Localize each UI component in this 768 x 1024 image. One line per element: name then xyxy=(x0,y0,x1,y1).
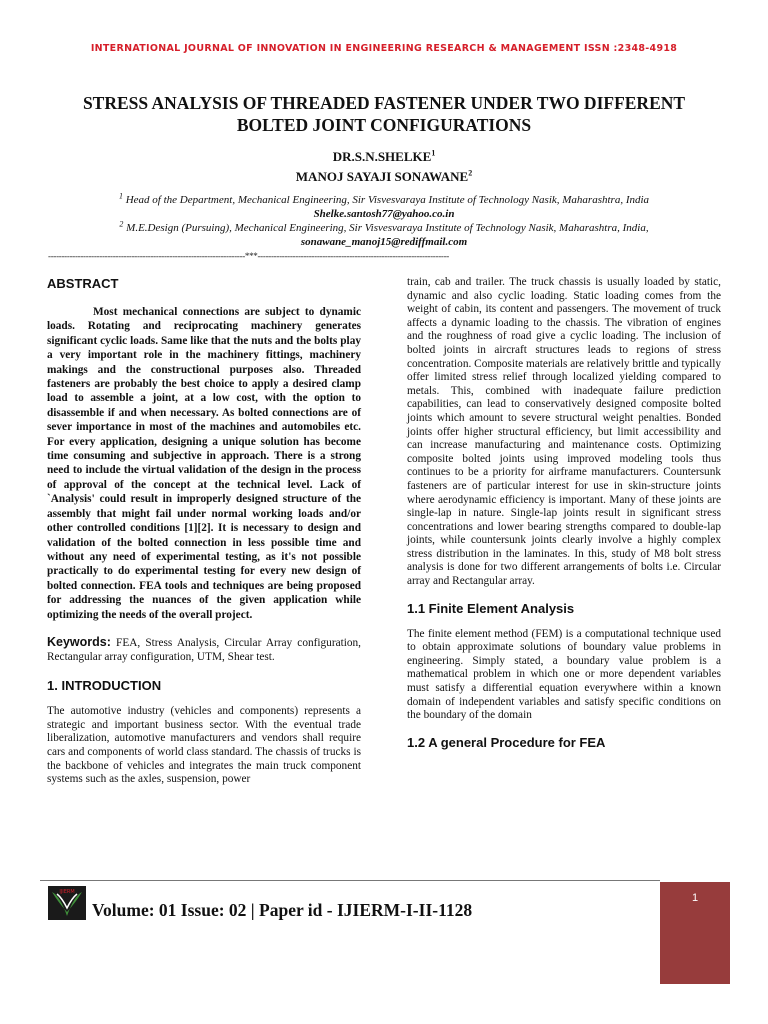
journal-logo-icon xyxy=(48,886,86,920)
procedure-heading: 1.2 A general Procedure for FEA xyxy=(407,734,606,750)
affiliation-1-sup: 1 xyxy=(118,191,123,201)
introduction-continued: train, cab and trailer. The truck chassis is usually loaded by static, dynamic and also cyclic loading. Static loading comes from the weight of cabin, its content and passengers. The movement of truck affects a dynamic loading to the chassis. The vibration of engines and the roughness of road give a cyclic loading. The inclusion of bolted joints in aircraft structures leads to regions of stress concentration. Composite materials are relatively brittle and typically offer limited stress relief through localized yielding compared to metals. This, combined with inadequate failure prediction capabilities, can lead to conservatively designed composite bolted joints which amount to severe structural weight penalties. Bonded joints offer higher structural efficiency, but limit accessibility and can increase manufacturing and maintenance costs. Optimizing composite bolted joints using improved modeling tools thus continues to be a priority for airframe manufacturers. Countersunk fasteners are of particular interest for use in skin-structure joints where aerodynamic efficiency is important. Many of these joints are single-lap in nature. Single-lap joints result in significant stress concentrations and lower bearing strengths compared to double-lap joints, while countersunk joints clearly involve a highly complex stress distribution in the laminates. In this, study of M8 bolt stress analysis is done for two different arrangements of bolts i.e. Circular array and Rectangular array. xyxy=(407,276,721,588)
logo-text: IJIERM xyxy=(59,889,75,895)
keywords-label: Keywords: xyxy=(47,634,111,649)
page-number-box xyxy=(660,882,730,984)
keywords-text: FEA, Stress Analysis, Circular Array configuration, Rectangular array configuration, UTM, Shear test. xyxy=(47,636,361,663)
email-1: Shelke.santosh77@yahoo.co.in xyxy=(313,208,455,220)
affiliation-1-text: Head of the Department, Mechanical Engineering, Sir Visvesvaraya Institute of Technology Nasik, Maharashtra, India xyxy=(125,194,650,206)
abstract-heading: ABSTRACT xyxy=(47,276,119,291)
author-2-sup: 2 xyxy=(468,168,473,178)
introduction-text: The automotive industry (vehicles and components) represents a strategic and important business sector. With the eventual trade liberalization, automotive manufacturers and vendors shall require cars and components of world class standard. The chassis of trucks is the backbone of vehicles and integrates the main truck component systems such as the axles, suspension, power xyxy=(47,705,361,786)
header-separator: -------------------------------------------------------------------------***----------------------------------------------------------------------- xyxy=(48,251,449,261)
right-column xyxy=(407,276,721,750)
fea-text: The finite element method (FEM) is a computational technique used to obtain approximate solutions of boundary value problems in engineering. Simply stated, a boundary value problem is a mathematical problem in which one or more dependent variables must satisfy a differential equation everywhere within a known domain of independent variables and satisfy specific conditions on the boundary of the domain xyxy=(407,627,721,722)
journal-header: INTERNATIONAL JOURNAL OF INNOVATION IN ENGINEERING RESEARCH & MANAGEMENT ISSN :2348-4918 xyxy=(90,43,678,54)
keywords xyxy=(47,636,361,664)
affiliation-2 xyxy=(0,219,768,235)
author-2 xyxy=(0,169,768,185)
affiliation-2-text: M.E.Design (Pursuing), Mechanical Engineering, Sir Visvesvaraya Institute of Technology Nasik, Maharashtra, India, xyxy=(126,222,649,234)
author-1-sup: 1 xyxy=(431,148,436,158)
author-2-name: MANOJ SAYAJI SONAWANE xyxy=(295,169,469,184)
footer-divider xyxy=(40,880,660,881)
abstract-text: Most mechanical connections are subject to dynamic loads. Rotating and reciprocating machinery generates significant cyclic loads. Same like that the nuts and the bolts play a very important role in the machinery fittings, machinery makings and the constructional purposes also. Threaded fasteners are probably the best choice to apply a desired clamp load to assemble a joint, at a low cost, with the option to disassemble if and when necessary. As bolted connections are of sever importance in most of the machines and automobiles etc. For every application, designing a unique solution has become time consuming and subjective in approach. There is a strong need to include the virtual validation of the design in the process of approval of the concept at the technical level. Lack of `Analysis' could result in improperly designed structure of the assembly that might fail under normal working loads and/or other controlled conditions [1][2]. It is necessary to design and validation of the bolted connection in less possible time and without any need of experimental testing, as it's not possible practically to do experimental testing for every new design of bolted connection. FEA tools and techniques are being proposed for addressing the nuances of the given application while optimizing the needs of the overall project. xyxy=(47,306,361,621)
footer-volume: Volume: 01 Issue: 02 | Paper id - IJIERM-I-II-1128 xyxy=(92,900,473,920)
paper-title: STRESS ANALYSIS OF THREADED FASTENER UNDER TWO DIFFERENT BOLTED JOINT CONFIGURATIONS xyxy=(82,93,686,135)
author-1-name: DR.S.N.SHELKE xyxy=(332,149,432,164)
affiliation-1 xyxy=(0,191,768,207)
email-2: sonawane_manoj15@rediffmail.com xyxy=(300,236,468,248)
introduction-heading: 1. INTRODUCTION xyxy=(47,678,162,694)
author-1 xyxy=(0,149,768,165)
left-column xyxy=(47,276,361,787)
page-number: 1 xyxy=(691,892,699,904)
affiliation-2-sup: 2 xyxy=(119,219,124,229)
fea-heading: 1.1 Finite Element Analysis xyxy=(407,600,575,616)
